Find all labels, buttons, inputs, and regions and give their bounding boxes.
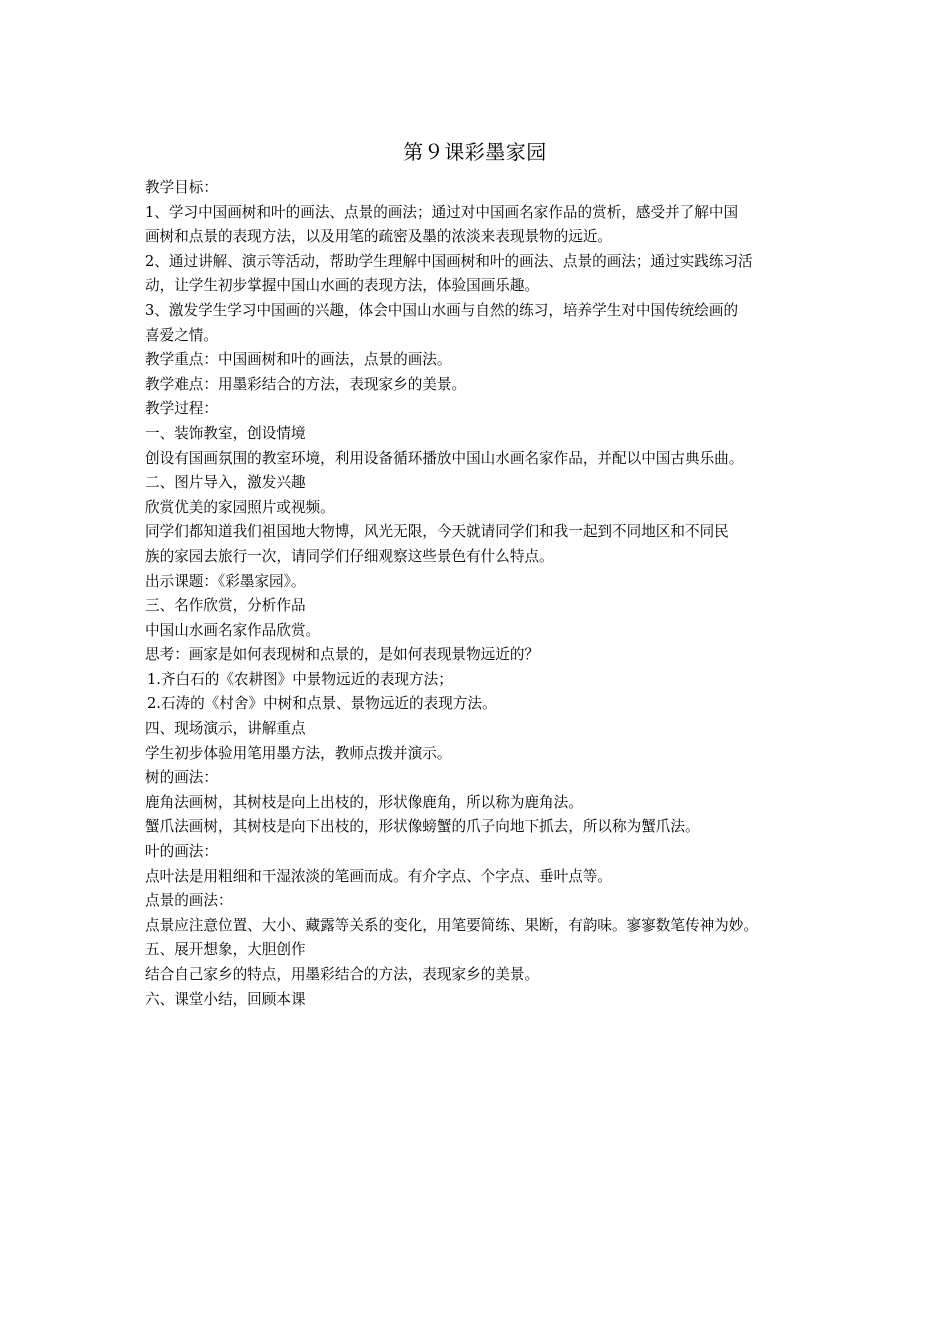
text-line: 树的画法： bbox=[145, 769, 218, 787]
text-line: 1.齐白石的《农耕图》中景物远近的表现方法； bbox=[147, 670, 453, 688]
text-line: 二、图片导入，激发兴趣 bbox=[145, 474, 306, 492]
text-line: 教学重点：中国画树和叶的画法，点景的画法。 bbox=[145, 351, 452, 369]
text-line: 结合自己家乡的特点，用墨彩结合的方法，表现家乡的美景。 bbox=[145, 966, 540, 983]
text-line: 思考：画家是如何表现树和点景的，是如何表现景物远近的？ bbox=[145, 646, 540, 664]
text-line: 教学难点：用墨彩结合的方法，表现家乡的美景。 bbox=[145, 375, 467, 393]
text-line: 点叶法是用粗细和干湿浓淡的笔画而成。有介字点、个字点、垂叶点等。 bbox=[145, 867, 613, 885]
text-line: 点景的画法： bbox=[145, 892, 233, 910]
text-line: 六、课堂小结，回顾本课 bbox=[145, 990, 306, 1008]
text-line: 鹿角法画树，其树枝是向上出枝的，形状像鹿角，所以称为鹿角法。 bbox=[145, 793, 583, 811]
text-line: 五、展开想象，大胆创作 bbox=[145, 941, 306, 959]
text-line: 同学们都知道我们祖国地大物博，风光无限，今天就请同学们和我一起到不同地区和不同民 bbox=[145, 523, 729, 541]
text-line: 三、名作欣赏，分析作品 bbox=[145, 597, 306, 615]
text-line: 喜爱之情。 bbox=[145, 326, 218, 344]
text-line: 族的家园去旅行一次，请同学们仔细观察这些景色有什么特点。 bbox=[145, 547, 554, 565]
text-line: 一、装饰教室，创设情境 bbox=[145, 424, 306, 442]
text-line: 3、激发学生学习中国画的兴趣，体会中国山水画与自然的练习，培养学生对中国传统绘画的 bbox=[145, 301, 739, 319]
text-line: 叶的画法： bbox=[145, 843, 218, 861]
text-line: 中国山水画名家作品欣赏。 bbox=[145, 621, 321, 639]
text-line: 点景应注意位置、大小、藏露等关系的变化，用笔要简练、果断，有韵味。寥寥数笔传神为妙。 bbox=[145, 916, 758, 934]
document-body bbox=[145, 176, 817, 1012]
text-line: 教学目标： bbox=[145, 179, 218, 196]
text-line: 欣赏优美的家园照片或视频。 bbox=[145, 498, 335, 516]
text-line: 画树和点景的表现方法，以及用笔的疏密及墨的浓淡来表现景物的远近。 bbox=[145, 228, 613, 246]
text-line: 动，让学生初步掌握中国山水画的表现方法，体验国画乐趣。 bbox=[145, 277, 540, 295]
text-line: 2、通过讲解、演示等活动，帮助学生理解中国画树和叶的画法、点景的画法；通过实践练习活 bbox=[145, 252, 753, 270]
document-title: 第９课彩墨家园 bbox=[403, 140, 547, 164]
text-line: 1、学习中国画树和叶的画法、点景的画法；通过对中国画名家作品的赏析，感受并了解中国 bbox=[145, 203, 739, 221]
text-line: 蟹爪法画树，其树枝是向下出枝的，形状像螃蟹的爪子向地下抓去，所以称为蟹爪法。 bbox=[145, 818, 700, 836]
text-line: 创设有国画氛围的教室环境，利用设备循环播放中国山水画名家作品，并配以中国古典乐曲。 bbox=[145, 449, 744, 467]
text-line: 2.石涛的《村舍》中树和点景、景物远近的表现方法。 bbox=[147, 695, 497, 713]
text-line: 四、现场演示，讲解重点 bbox=[145, 720, 306, 738]
text-line: 出示课题：《彩墨家园》。 bbox=[145, 572, 306, 590]
text-line: 教学过程： bbox=[145, 400, 218, 418]
text-line: 学生初步体验用笔用墨方法，教师点拨并演示。 bbox=[145, 744, 452, 762]
